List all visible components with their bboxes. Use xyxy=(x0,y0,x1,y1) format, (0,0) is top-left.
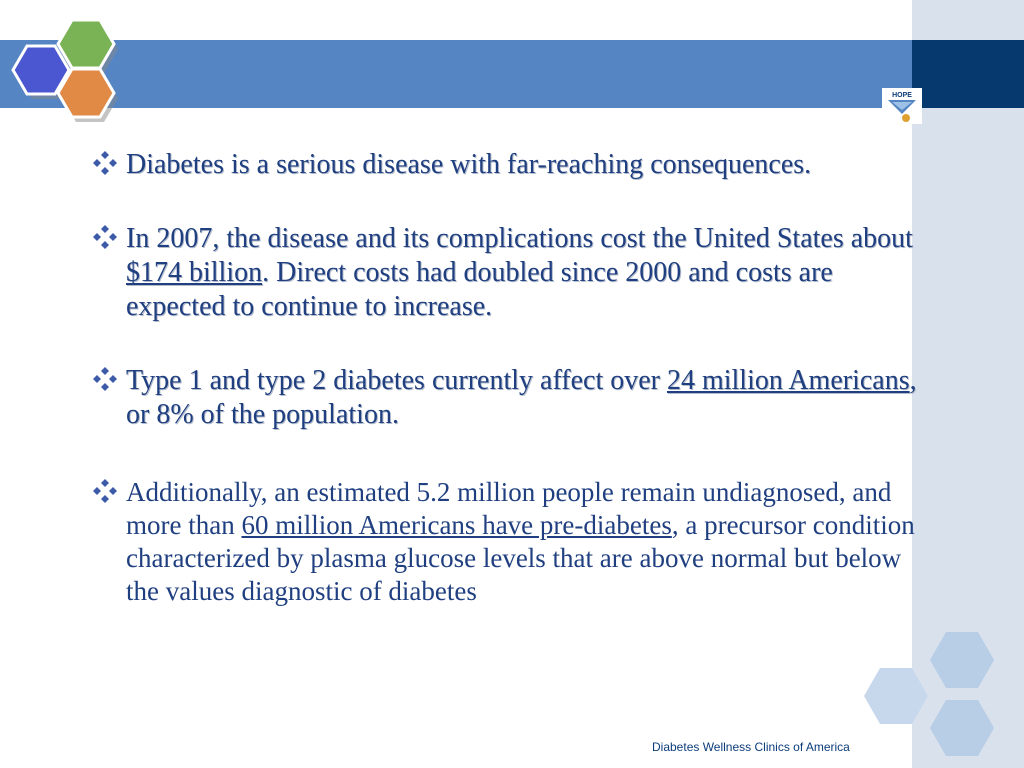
diamond-bullet-icon xyxy=(92,366,118,392)
prediabetes-link[interactable]: 60 million Americans have pre-diabetes xyxy=(241,510,672,540)
bullet-item-4 xyxy=(92,476,917,608)
bullet-3-text-b: , or 8% of the population. xyxy=(126,365,917,430)
light-hexagon-left xyxy=(864,668,928,724)
bullet-3-text-a: Type 1 and type 2 diabetes currently affect over xyxy=(126,365,667,396)
bullet-2-text-b: . Direct costs had doubled since 2000 and costs are expected to continue to increase. xyxy=(126,257,833,322)
bullet-1-text: Diabetes is a serious disease with far-reaching consequences. xyxy=(126,149,812,180)
hexagon-logo-cluster xyxy=(0,0,130,130)
logo-text: HOPE xyxy=(892,92,912,99)
cost-link[interactable]: $174 billion xyxy=(126,257,263,288)
orange-hexagon xyxy=(58,69,114,117)
diamond-bullet-icon xyxy=(92,224,118,250)
diamond-bullet-icon xyxy=(92,150,118,176)
hope-logo xyxy=(882,88,922,124)
diamond-bullet-icon xyxy=(92,478,118,504)
bullet-item-1 xyxy=(92,148,917,182)
light-hexagon-bottom xyxy=(930,700,994,756)
footer-text: Diabetes Wellness Clinics of America xyxy=(652,740,850,754)
green-hexagon xyxy=(58,20,114,68)
header-band-dark xyxy=(912,40,1024,108)
header-band xyxy=(0,40,912,108)
bullet-2-text-a: In 2007, the disease and its complications cost the United States about xyxy=(126,223,913,254)
decorative-hexagons xyxy=(850,620,1024,768)
bullet-4-text-a: Additionally, an estimated 5.2 million people remain undiagnosed, and more than xyxy=(126,477,892,540)
light-hexagon-top xyxy=(930,632,994,688)
americans-link[interactable]: 24 million Americans xyxy=(666,365,910,396)
bullet-list xyxy=(92,148,917,608)
bullet-item-2 xyxy=(92,222,917,324)
bullet-item-3 xyxy=(92,364,917,432)
bullet-4-text-b: , a precursor condition characterized by plasma glucose levels that are above normal but below the values diagnostic of diabetes xyxy=(126,510,915,606)
